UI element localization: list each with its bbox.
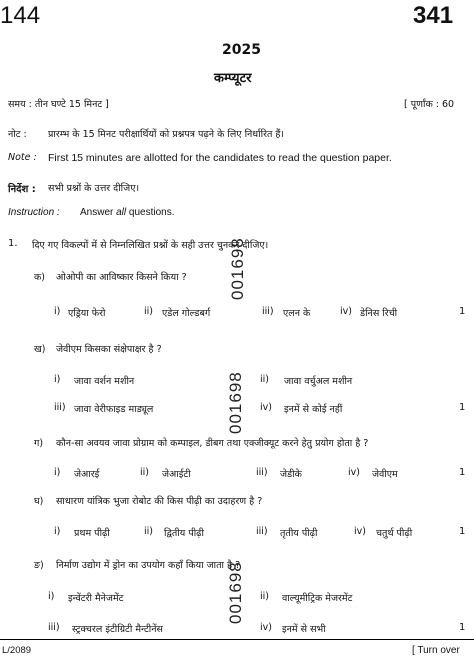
note-hindi-label: नोट : <box>8 129 27 140</box>
marks: 1 <box>459 306 466 317</box>
subquestion-label: ख) <box>34 344 46 355</box>
subquestion-label: घ) <box>34 496 44 507</box>
option-text: एड्रिया फेरो <box>68 308 106 319</box>
option-text: प्रथम पीढ़ी <box>74 528 110 539</box>
option-label: ii) <box>144 306 153 317</box>
question-text: दिए गए विकल्पों में से निम्नलिखित प्रश्नों के सही उत्तर चुनकर दीजिए। <box>32 240 269 251</box>
exam-year: 2025 <box>222 42 261 58</box>
option-label: iv) <box>354 526 366 537</box>
subject-title: कम्प्यूटर <box>214 71 252 86</box>
instruction-hindi-label: निर्देश : <box>8 184 36 195</box>
instruction-english-label: Instruction : <box>8 207 60 218</box>
option-label: iv) <box>348 467 360 478</box>
footer-code: L/2089 <box>2 645 32 656</box>
subquestion-text: जेवीएम किसका संक्षेपाक्षर है ? <box>56 344 162 355</box>
option-label: iii) <box>256 526 268 537</box>
option-label: iii) <box>54 402 66 413</box>
option-label: iv) <box>340 306 352 317</box>
option-label: ii) <box>144 526 153 537</box>
footer-rule <box>0 639 474 640</box>
subquestion-text: निर्माण उद्योग में ड्रोन का उपयोग कहाँ किया जाता है ? <box>56 560 241 571</box>
option-label: iii) <box>262 306 274 317</box>
option-label: iv) <box>260 402 272 413</box>
paper-code-left: 144 <box>0 2 41 29</box>
serial-stamp: 001698 <box>228 237 247 300</box>
max-marks: [ पूर्णांक : 60 <box>404 99 455 110</box>
option-text: जावा वर्चुअल मशीन <box>284 376 353 387</box>
option-text: वाल्यूमीट्रिक मेजरमेंट <box>282 593 353 604</box>
option-label: i) <box>54 306 61 317</box>
note-english-text: First 15 minutes are allotted for the candidates to read the question paper. <box>48 152 392 164</box>
marks: 1 <box>459 402 466 413</box>
option-text: जेआरई <box>74 469 100 480</box>
time-allowed: समय : तीन घण्टे 15 मिनट ] <box>8 99 109 110</box>
note-hindi-text: प्रारम्भ के 15 मिनट परीक्षार्थियों को प्रश्नपत्र पढ़ने के लिए निर्धारित हैं। <box>48 129 285 140</box>
question-number: 1. <box>8 238 18 249</box>
option-label: iii) <box>256 467 268 478</box>
serial-stamp: 001698 <box>226 371 245 434</box>
option-label: ii) <box>260 591 269 602</box>
subquestion-text: कौन-सा अवयव जावा प्रोग्राम को कम्पाइल, डीबग तथा एक्जीक्यूट करने हेतु प्रयोग होता है ? <box>56 438 369 449</box>
subquestion-text: ओओपी का आविष्कार किसने किया ? <box>56 272 187 283</box>
option-text: चतुर्थ पीढ़ी <box>376 528 413 539</box>
option-label: i) <box>48 591 55 602</box>
option-label: i) <box>54 526 61 537</box>
marks: 1 <box>459 526 466 537</box>
option-text: जेडीके <box>280 469 302 480</box>
option-text: जेआईटी <box>162 469 191 480</box>
option-text: इनमें से सभी <box>282 624 326 635</box>
option-text: द्वितीय पीढ़ी <box>164 528 204 539</box>
option-label: iii) <box>48 622 60 633</box>
option-label: i) <box>54 467 61 478</box>
subquestion-label: ङ) <box>34 560 44 571</box>
option-text: इनमें से कोई नहीं <box>284 404 343 415</box>
option-text: एलन के <box>283 308 311 319</box>
turn-over: [ Turn over <box>412 645 460 656</box>
option-text: तृतीय पीढ़ी <box>280 528 318 539</box>
paper-code-right: 341 <box>413 2 454 29</box>
option-label: i) <box>54 374 61 385</box>
option-text: स्ट्रक्चरल इंटीग्रिटी मैन्टीनेंस <box>72 624 163 635</box>
option-text: इन्वेंटरी मैनेजमेंट <box>68 593 124 604</box>
subquestion-text: साधारण यांत्रिक भुजा रोबोट की किस पीढ़ी का उदाहरण है ? <box>56 496 263 507</box>
subquestion-label: क) <box>34 272 46 283</box>
option-text: जावा वेरीफाइड माड्यूल <box>74 404 154 415</box>
option-text: एडेल गोल्डबर्ग <box>162 308 211 319</box>
option-text: जावा वर्शन मशीन <box>74 376 135 387</box>
note-english-label: Note : <box>8 152 37 163</box>
subquestion-label: ग) <box>34 438 44 449</box>
marks: 1 <box>459 467 466 478</box>
option-label: ii) <box>140 467 149 478</box>
option-text: डेनिस रिची <box>360 308 398 319</box>
marks: 1 <box>459 622 466 633</box>
instruction-hindi-text: सभी प्रश्नों के उत्तर दीजिए। <box>48 183 140 194</box>
option-text: जेवीएम <box>372 469 398 480</box>
option-label: iv) <box>260 622 272 633</box>
instruction-english-text: Answer all questions. <box>80 207 175 218</box>
option-label: ii) <box>260 374 269 385</box>
serial-stamp: 001698 <box>226 561 245 624</box>
